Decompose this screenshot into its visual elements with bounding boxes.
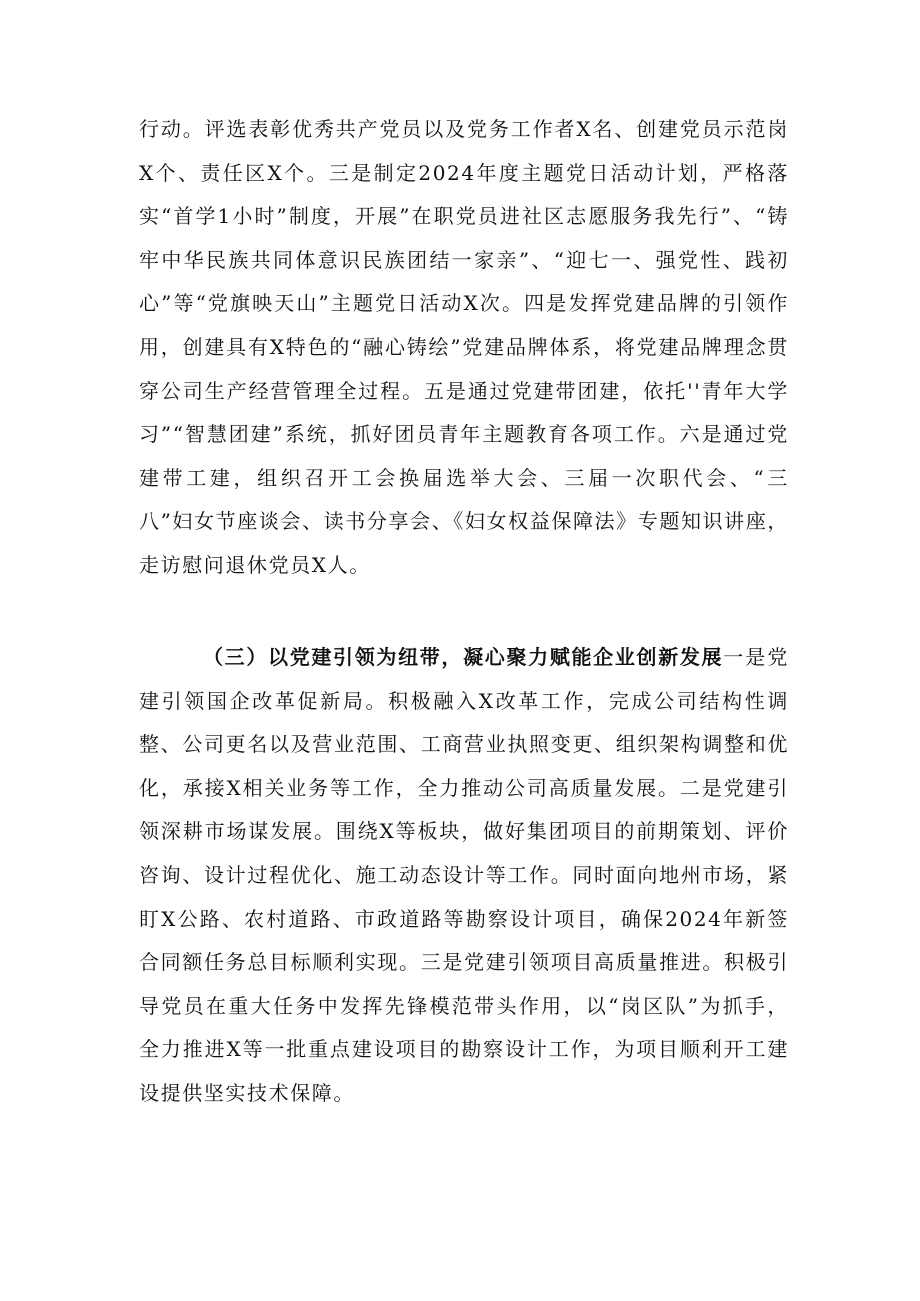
body-paragraph-2-container bbox=[139, 636, 789, 1116]
body-paragraph-2: 一是党建引领国企改革促新局。积极融入X改革工作，完成公司结构性调整、公司更名以及营业范围、工商营业执照变更、组织架构调整和优化，承接X相关业务等工作，全力推动公司高质量发展。二是党建引领深耕市场谋发展。围绕X等板块，做好集团项目的前期策划、评价咨询、设计过程优化、施工动态设计等工作。同时面向地州市场，紧盯X公路、农村道路、市政道路等勘察设计项目，确保2024年新签合同额任务总目标顺利实现。三是党建引领项目高质量推进。积极引导党员在重大任务中发挥先锋模范带头作用，以“岗区队”为抓手，全力推进X等一批重点建设项目的勘察设计工作，为项目顺利开工建设提供坚实技术保障。 bbox=[139, 645, 789, 1105]
body-paragraph-1: 行动。评选表彰优秀共产党员以及党务工作者X名、创建党员示范岗X个、责任区X个。三是制定2024年度主题党日活动计划，严格落实“首学1小时”制度，开展”在职党员进社区志愿服务我先行”、“铸牢中华民族共同体意识民族团结一家亲”、“迎七一、强党性、践初心”等“党旗映天山”主题党日活动X次。四是发挥党建品牌的引领作用，创建具有X特色的“融心铸绘”党建品牌体系，将党建品牌理念贯穿公司生产经营管理全过程。五是通过党建带团建，依托''青年大学习”“智慧团建”系统，抓好团员青年主题教育各项工作。六是通过党建带工建，组织召开工会换届选举大会、三届一次职代会、“三八”妇女节座谈会、读书分享会、《妇女权益保障法》专题知识讲座，走访慰问退休党员X人。 bbox=[139, 117, 789, 577]
section-heading: （三）以党建引领为纽带，凝心聚力赋能企业创新发展 bbox=[203, 645, 724, 669]
